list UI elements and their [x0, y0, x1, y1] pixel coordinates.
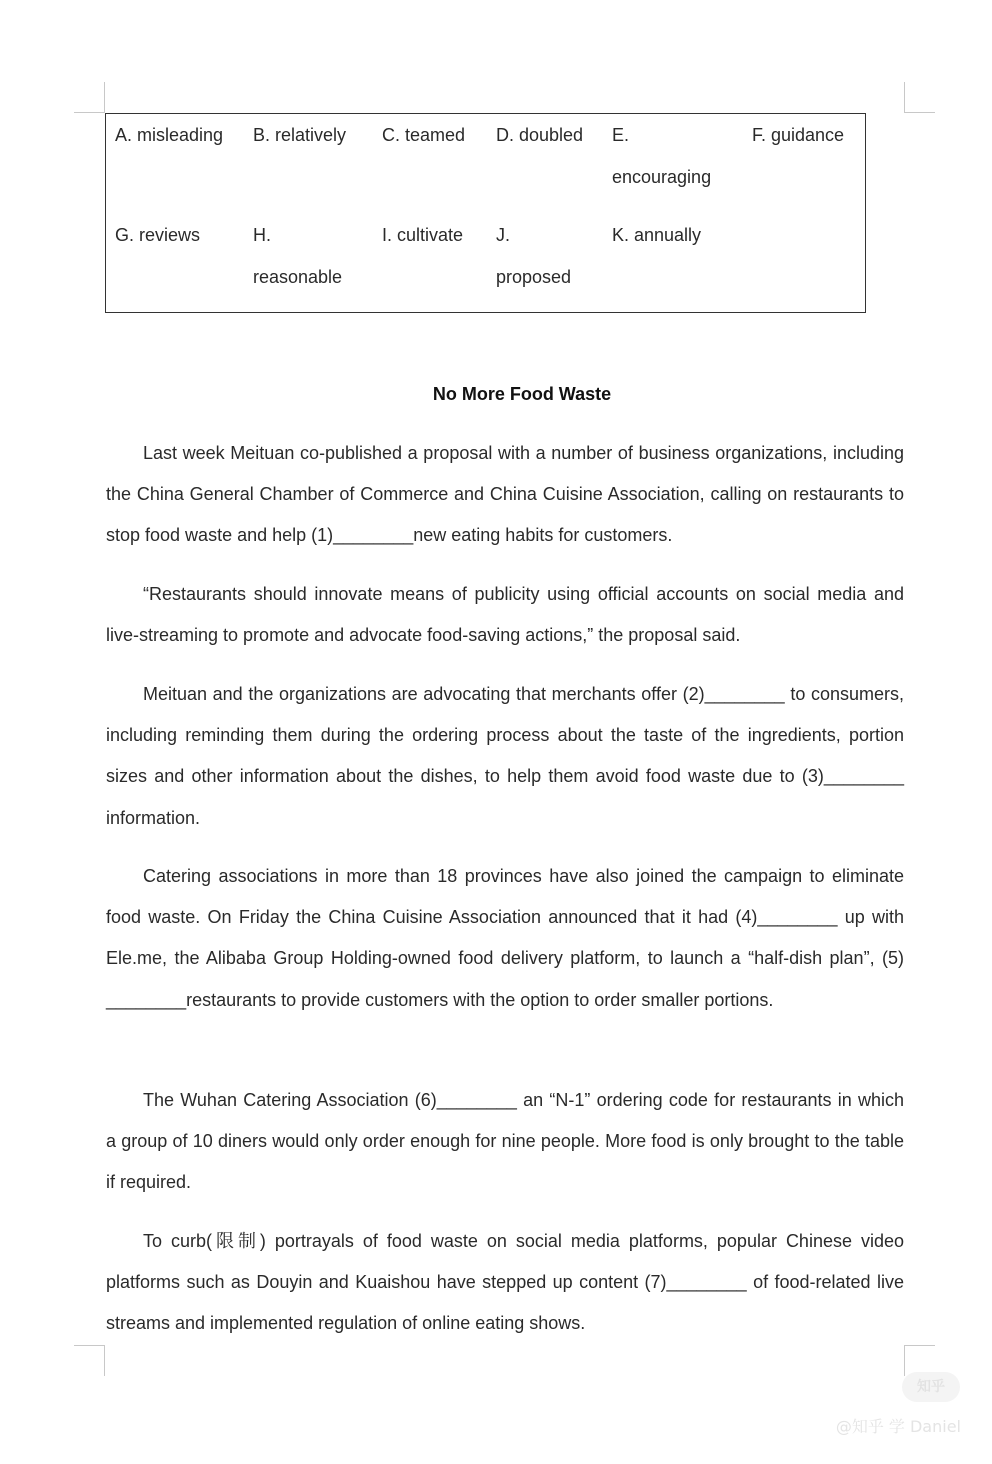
- option-i: I. cultivate: [382, 225, 464, 245]
- word-bank-table: [105, 113, 866, 313]
- option-h-letter: H.: [253, 225, 271, 245]
- option-c: C. teamed: [382, 125, 466, 145]
- article-title: No More Food Waste: [432, 384, 612, 404]
- paragraph-4: Catering associations in more than 18 provinces have also joined the campaign to eliminate food waste. On Friday the China Cuisine Association announced that it had (4)________ up with Ele.me, the Alibaba Group Holding-owned food delivery platform, to launch a “half-dish plan”, (5) ________restaurants to provide customers with the option to order smaller portions.: [106, 866, 904, 1010]
- option-e-word: encouraging: [612, 167, 712, 187]
- option-j-word: proposed: [496, 267, 572, 287]
- option-a: A. misleading: [115, 125, 224, 145]
- watermark-logo: 知乎: [902, 1372, 960, 1402]
- option-b: B. relatively: [253, 125, 347, 145]
- watermark-text: @知乎 学 Daniel: [835, 1417, 961, 1436]
- option-h-word: reasonable: [253, 267, 343, 287]
- crop-mark-top-right: [904, 82, 935, 113]
- paragraph-3: Meituan and the organizations are advocating that merchants offer (2)________ to consumers, including reminding them during the ordering process about the taste of the ingredients, portion sizes and other information about the dishes, to help them avoid food waste due to (3)________ information.: [106, 684, 904, 828]
- option-g: G. reviews: [115, 225, 201, 245]
- paragraph-1: Last week Meituan co-published a proposal with a number of business organizations, including the China General Chamber of Commerce and China Cuisine Association, calling on restaurants to stop food waste and help (1)________new eating habits for customers.: [106, 443, 904, 546]
- crop-mark-top-left: [74, 82, 105, 113]
- paragraph-6: To curb(限制) portrayals of food waste on social media platforms, popular Chinese video platforms such as Douyin and Kuaishou have stepped up content (7)________ of food-related live streams and implemented regulation of online eating shows.: [106, 1231, 904, 1334]
- option-f: F. guidance: [752, 125, 845, 145]
- option-d: D. doubled: [496, 125, 584, 145]
- crop-mark-bottom-left: [74, 1345, 105, 1376]
- paragraph-5: The Wuhan Catering Association (6)________ an “N-1” ordering code for restaurants in which a group of 10 diners would only order enough for nine people. More food is only brought to the table if required.: [106, 1090, 904, 1193]
- option-k: K. annually: [612, 225, 702, 245]
- paragraph-2: “Restaurants should innovate means of publicity using official accounts on social media and live-streaming to promote and advocate food-saving actions,” the proposal said.: [106, 584, 904, 646]
- option-j-letter: J.: [496, 225, 511, 245]
- option-e-letter: E.: [612, 125, 630, 145]
